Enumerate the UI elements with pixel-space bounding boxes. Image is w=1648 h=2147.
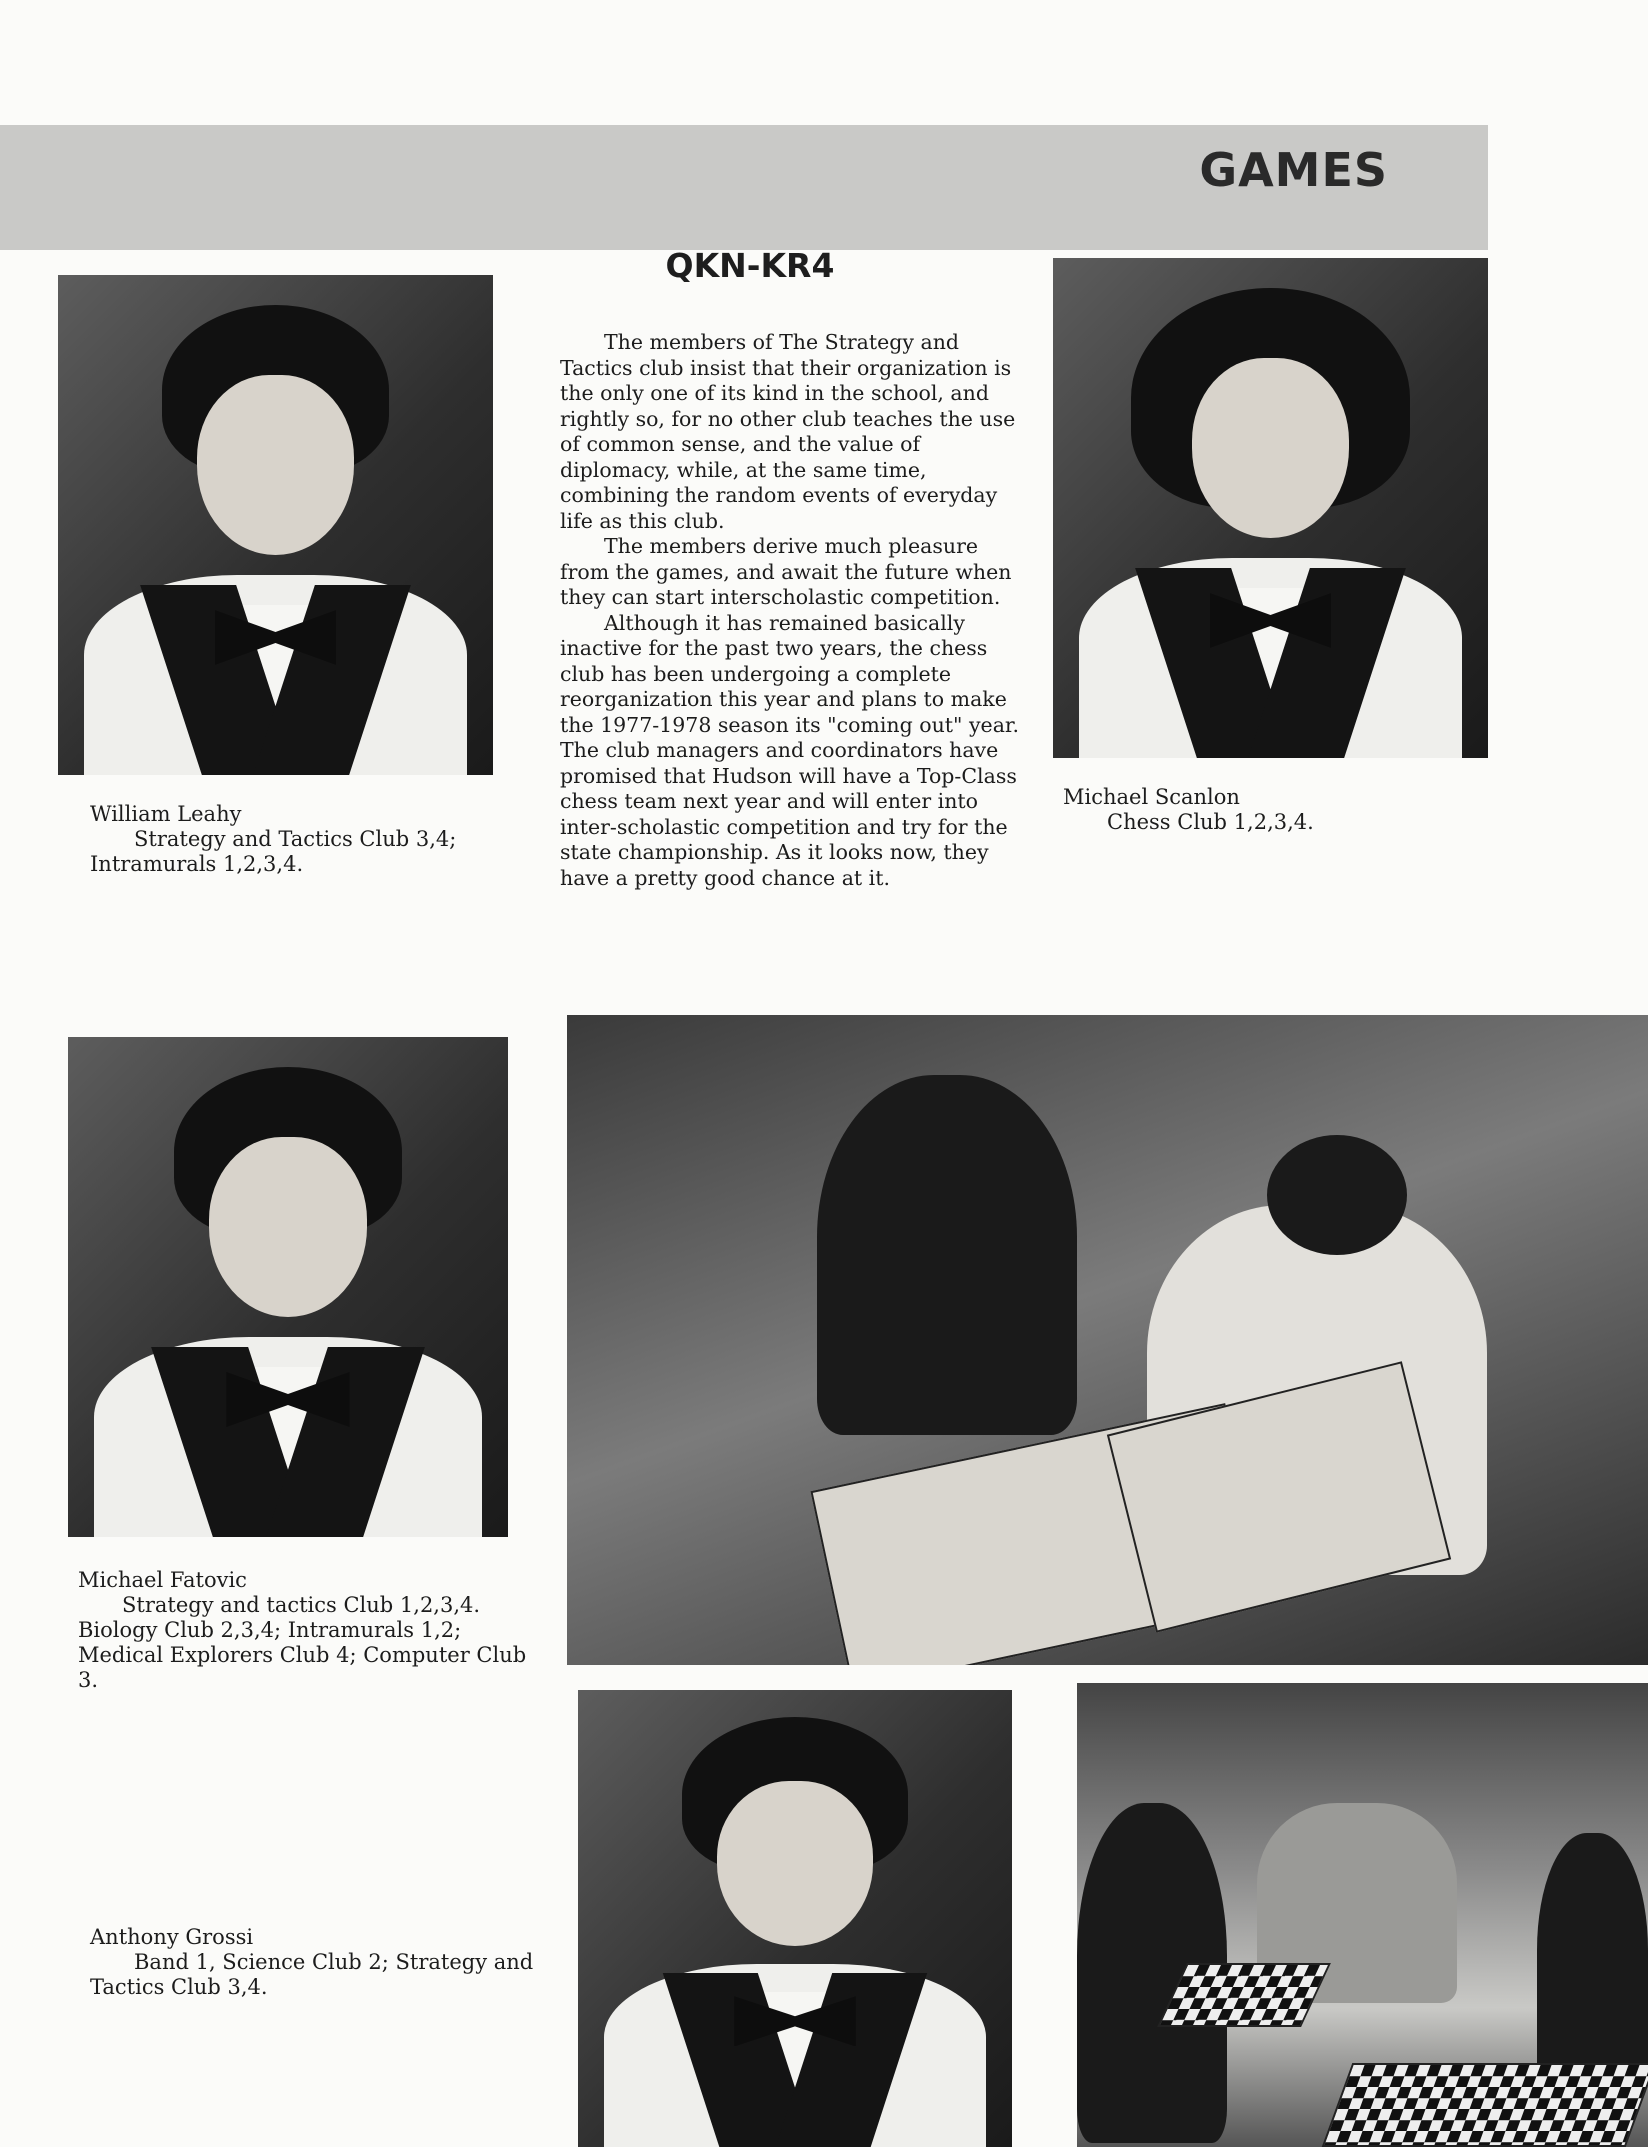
article-paragraph: The members of The Strategy and Tactics club insist that their organization is the only one of its kind in the school, and rightly so, for no other club teaches the use of common sense, and the value of diplomacy, while, at the same time, combining the random events of everyday life as this club.: [560, 330, 1016, 533]
senior-name: Michael Fatovic: [78, 1568, 247, 1592]
senior-activities: Strategy and Tactics Club 3,4; Intramurals 1,2,3,4.: [90, 827, 457, 876]
photo-chess-club-players: [1077, 1683, 1648, 2147]
article-paragraph: Although it has remained basically inactive for the past two years, the chess club has been undergoing a complete reorganization this year and plans to make the 1977-1978 season its "coming out" year. The club managers and coordinators have promised that Hudson will have a Top-Class chess team next year and will enter into inter-scholastic competition and try for the state championship. As it looks now, they have a pretty good chance at it.: [560, 610, 1019, 890]
senior-name: Anthony Grossi: [90, 1925, 254, 1949]
article-paragraph: The members derive much pleasure from the games, and await the future when they can start interscholastic competition.: [560, 534, 1012, 609]
caption-william-leahy: [90, 802, 510, 877]
caption-anthony-grossi: [90, 1925, 550, 2000]
senior-activities: Chess Club 1,2,3,4.: [1107, 810, 1314, 834]
senior-name: Michael Scanlon: [1063, 785, 1240, 809]
portrait-photo-anthony-grossi: [578, 1690, 1012, 2147]
caption-michael-scanlon: [1063, 785, 1463, 835]
caption-michael-fatovic: [78, 1568, 538, 1693]
senior-activities: Strategy and tactics Club 1,2,3,4. Biology Club 2,3,4; Intramurals 1,2; Medical Explorers Club 4; Computer Club 3.: [78, 1593, 527, 1692]
portrait-photo-michael-scanlon: [1053, 258, 1488, 758]
portrait-photo-william-leahy: [58, 275, 493, 775]
section-header-band: [0, 125, 1488, 250]
section-title: GAMES: [1199, 143, 1388, 197]
article-body: [560, 330, 1022, 891]
portrait-photo-michael-fatovic: [68, 1037, 508, 1537]
article-headline: QKN-KR4: [665, 246, 835, 285]
senior-activities: Band 1, Science Club 2; Strategy and Tactics Club 3,4.: [90, 1950, 534, 1999]
senior-name: William Leahy: [90, 802, 242, 826]
photo-strategy-game-players: [567, 1015, 1648, 1665]
